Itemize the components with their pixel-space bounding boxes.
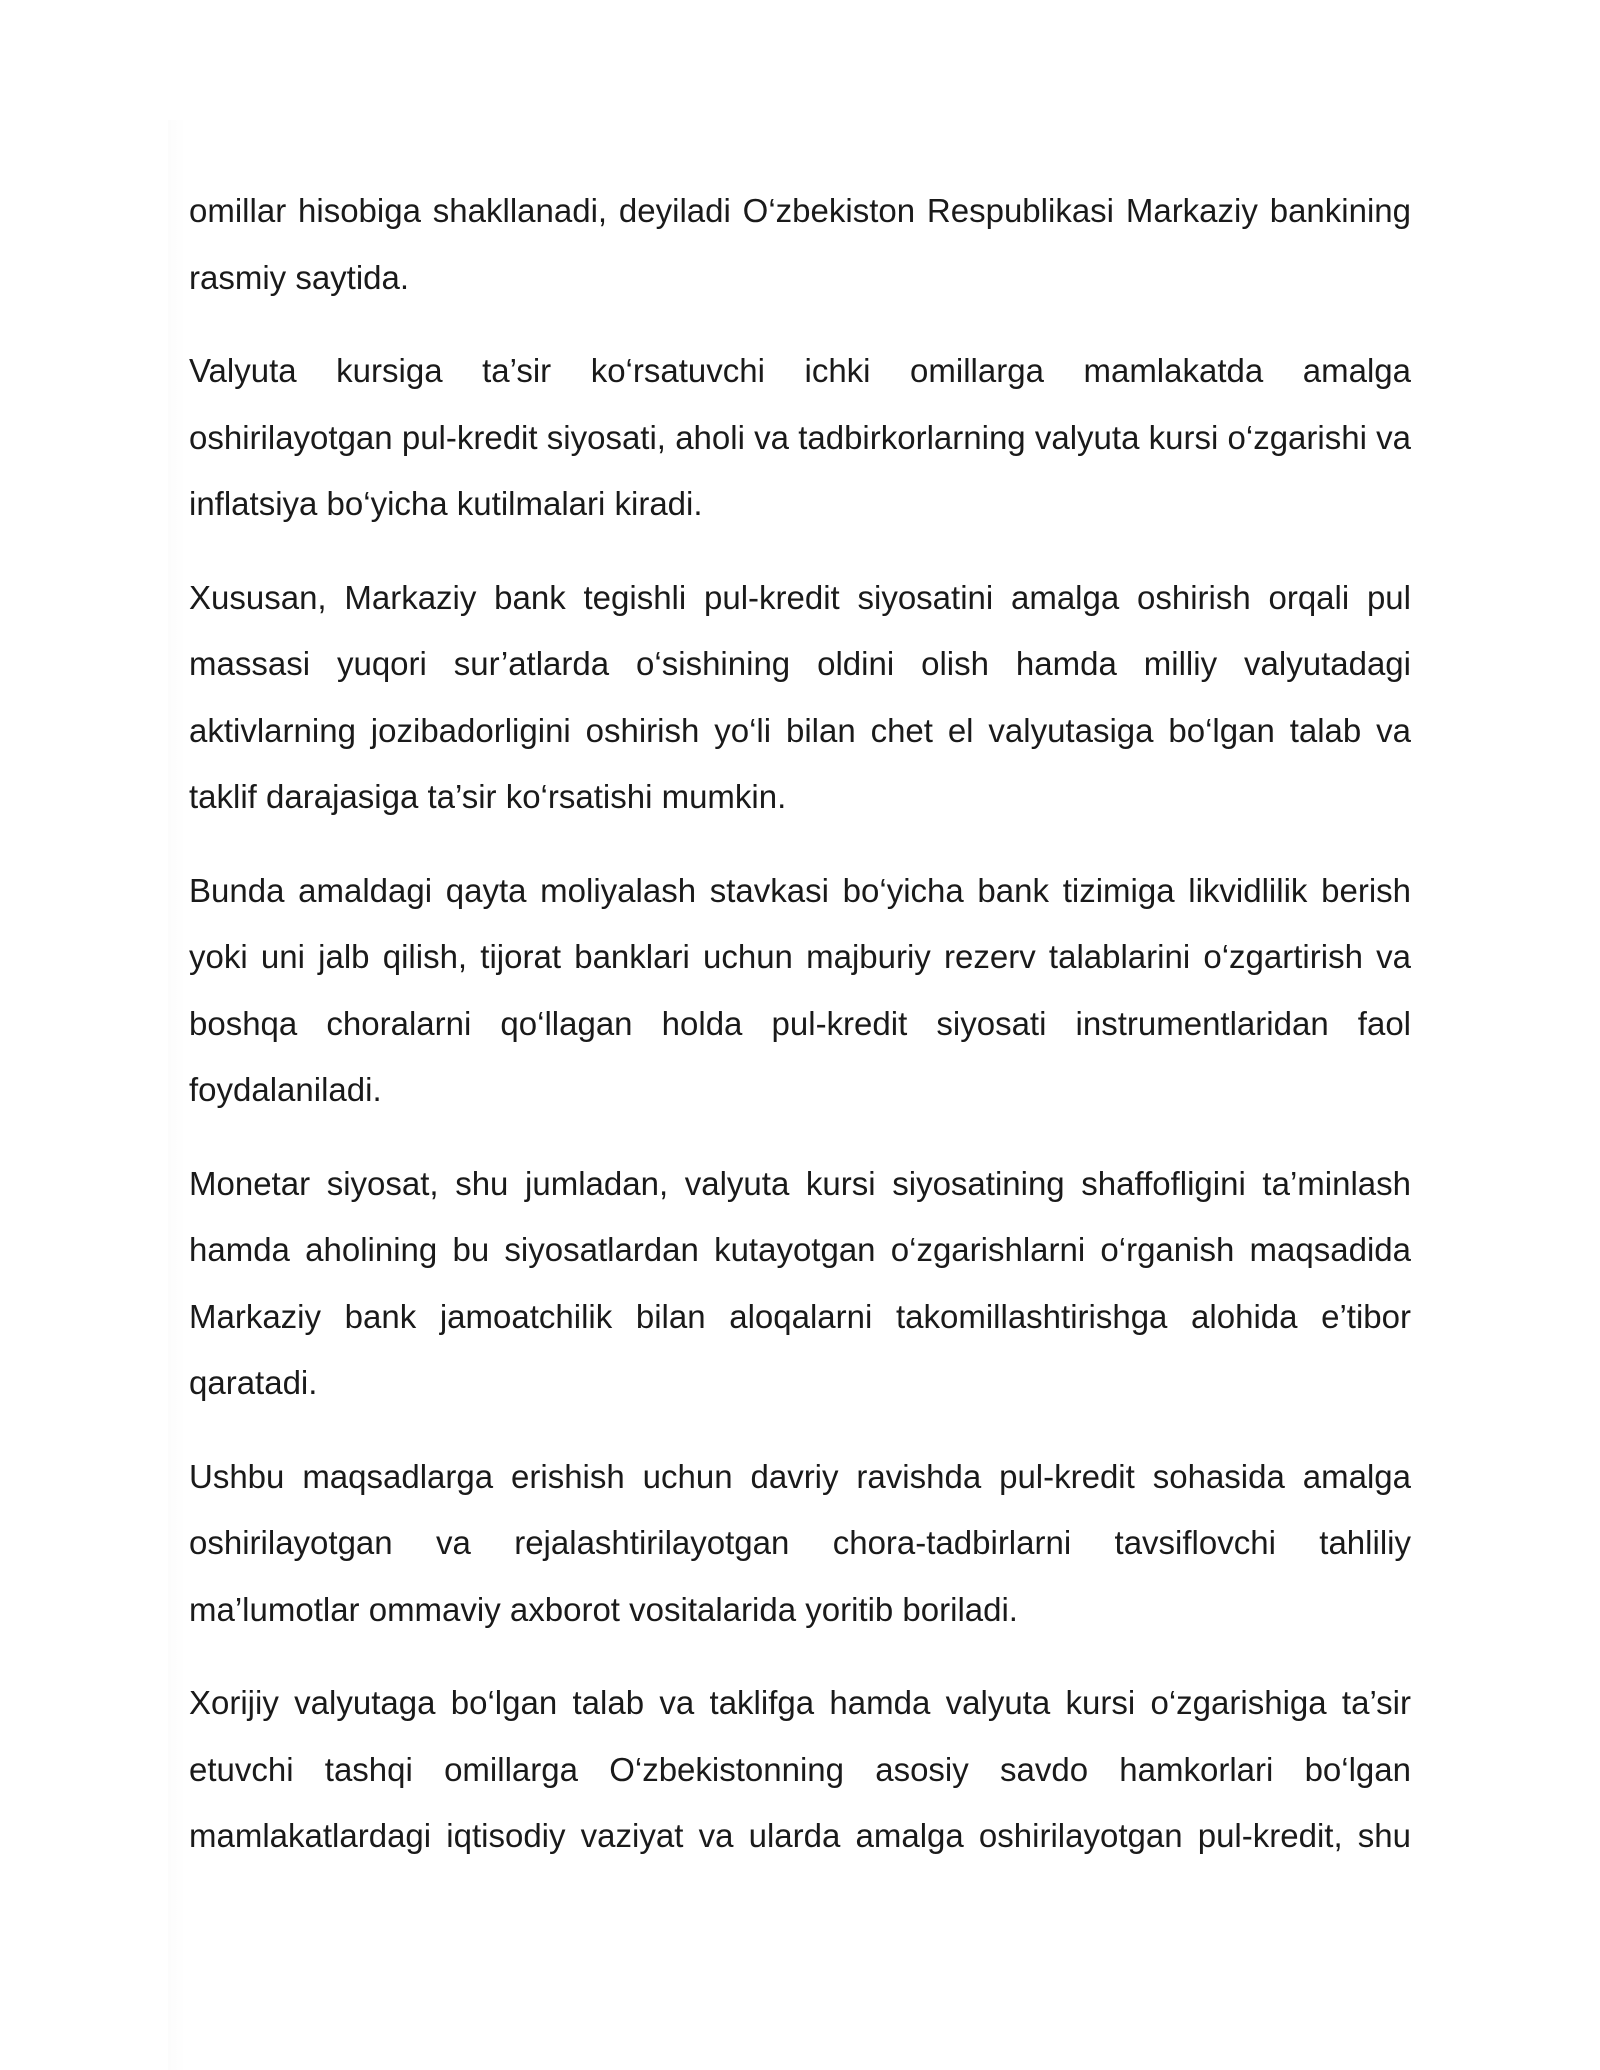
paragraph-2: Valyuta kursiga ta’sir ko‘rsatuvchi ichki omillarga mamlakatda amalga oshirilayotgan pul-kredit siyosati, aholi va tadbirkorlarning valyuta kursi o‘zgarishi va inflatsiya bo‘yicha kutilmalari kiradi.	[189, 352, 1411, 522]
paragraph-4: Bunda amaldagi qayta moliyalash stavkasi bo‘yicha bank tizimiga likvidlilik berish yoki uni jalb qilish, tijorat banklari uchun majburiy rezerv talablarini o‘zgartirish va boshqa choralarni qo‘llagan holda pul-kredit siyosati instrumentlaridan faol foydalaniladi.	[189, 871, 1411, 1108]
document-body	[189, 178, 1411, 1897]
paragraph-7: Xorijiy valyutaga bo‘lgan talab va taklifga hamda valyuta kursi o‘zgarishiga ta’sir etuvchi tashqi omillarga O‘zbekistonning asosiy savdo hamkorlari bo‘lgan mamlakatlardagi iqtisodiy vaziyat va ularda amalga oshirilayotgan pul-kredit, shu	[189, 1684, 1411, 1854]
paragraph-6: Ushbu maqsadlarga erishish uchun davriy ravishda pul-kredit sohasida amalga oshirilayotgan va rejalashtirilayotgan chora-tadbirlarni tavsiflovchi tahliliy ma’lumotlar ommaviy axborot vositalarida yoritib boriladi.	[189, 1457, 1411, 1628]
page-edge-shadow	[168, 120, 186, 2070]
paragraph-1: omillar hisobiga shakllanadi, deyiladi O‘zbekiston Respublikasi Markaziy bankining rasmiy saytida.	[189, 192, 1411, 296]
paragraph-3: Xususan, Markaziy bank tegishli pul-kredit siyosatini amalga oshirish orqali pul massasi yuqori sur’atlarda o‘sishining oldini olish hamda milliy valyutadagi aktivlarning jozibadorligini oshirish yo‘li bilan chet el valyutasiga bo‘lgan talab va taklif darajasiga ta’sir ko‘rsatishi mumkin.	[189, 578, 1411, 815]
paragraph-5: Monetar siyosat, shu jumladan, valyuta kursi siyosatining shaffofligini ta’minlash hamda aholining bu siyosatlardan kutayotgan o‘zgarishlarni o‘rganish maqsadida Markaziy bank jamoatchilik bilan aloqalarni takomillashtirishga alohida e’tibor qaratadi.	[189, 1164, 1411, 1401]
